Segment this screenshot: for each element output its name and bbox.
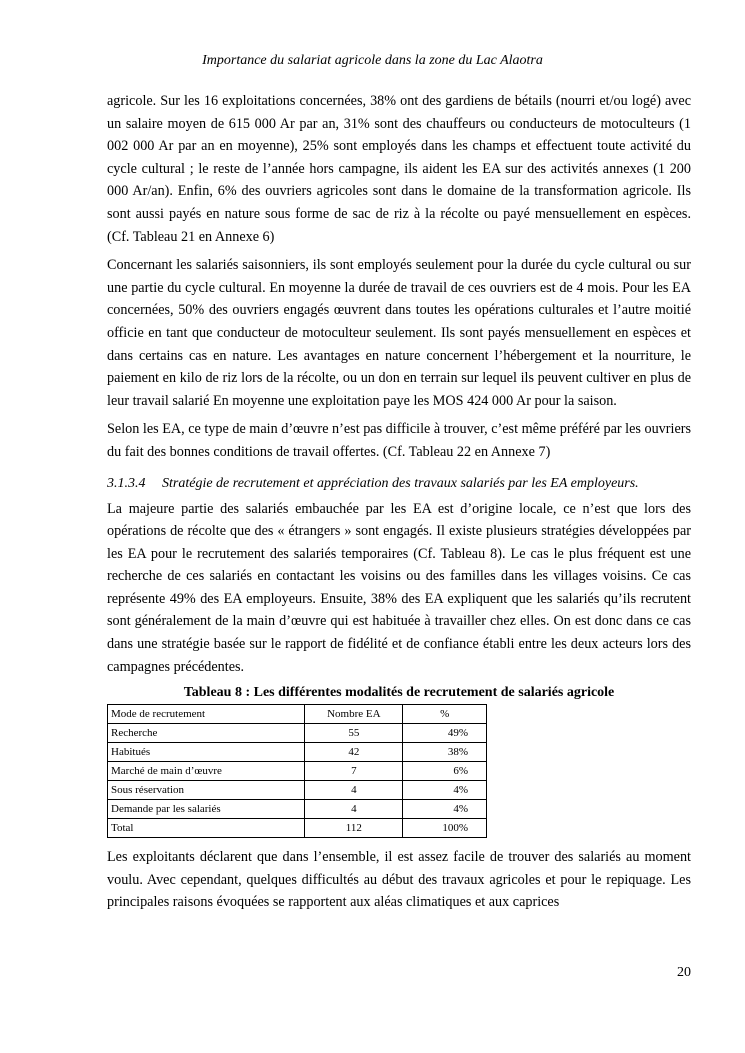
section-title: Stratégie de recrutement et appréciation des travaux salariés par les EA employeurs. [162,475,639,491]
table-row [108,724,487,743]
table-cell-mode: Marché de main d’œuvre [108,762,305,781]
table-header-cell: Mode de recrutement [108,705,305,724]
section-number: 3.1.3.4 [107,475,146,491]
table-cell-count: 4 [305,781,403,800]
table-row [108,743,487,762]
paragraph-seasonal-workers: Concernant les salariés saisonniers, ils sont employés seulement pour la durée du cycle cultural ou sur une partie du cycle cultural. En moyenne la durée de travail de ces ouvriers est de 4 mois. Pour les EA concernées, 50% des ouvriers engagés œuvrent dans toutes les opérations culturales et l’autre moitié officie en tant que conducteur de motoculteur seulement. Ils sont payés mensuellement en espèces et dans certains cas en nature. Les avantages en nature concernent l’hébergement et la nourriture, le paiement en kilo de riz lors de la récolte, ou un don en terrain sur lequel ils peuvent cultiver en plus de leur travail salarié En moyenne une exploitation paye les MOS 424 000 Ar pour la saison. [107,257,691,409]
paragraph-ease-of-hiring: Les exploitants déclarent que dans l’ensemble, il est assez facile de trouver des salariés au moment voulu. Avec cependant, quelques difficultés au début des travaux agricoles et pour le repiquage. Les principales raisons évoquées se rapportent aux aléas climatiques et aux caprices [107,849,691,911]
table-cell-percent: 6% [403,762,487,781]
table-cell-percent: 100% [403,819,487,838]
table-cell-percent: 4% [403,800,487,819]
paragraph-labour-availability: Selon les EA, ce type de main d’œuvre n’est pas difficile à trouver, c’est même préféré par les ouvriers du fait des bonnes conditions de travail offertes. (Cf. Tableau 22 en Annexe 7) [107,421,691,460]
table-cell-mode: Total [108,819,305,838]
paragraph-salaried-permanent: agricole. Sur les 16 exploitations concernées, 38% ont des gardiens de bétails (nourri et/ou logé) avec un salaire moyen de 615 000 Ar par an, 31% sont des chauffeurs ou conducteurs de motoculteurs (1 002 000 Ar par an en moyenne), 25% sont employés dans les champs et effectuent toute activité du cycle cultural ; le reste de l’année hors campagne, ils aident les EA sur des activités annexes (1 200 000 Ar/an). Enfin, 6% des ouvriers agricoles sont dans le domaine de la transformation agricole. Ils sont aussi payés en nature sous forme de sac de riz à la récolte ou payé mensuellement en espèces. (Cf. Tableau 21 en Annexe 6) [107,93,691,245]
table-cell-mode: Sous réservation [108,781,305,800]
table-cell-count: 7 [305,762,403,781]
table-row [108,781,487,800]
table-cell-percent: 38% [403,743,487,762]
recruitment-table [107,704,487,838]
table-cell-mode: Demande par les salariés [108,800,305,819]
table-cell-count: 42 [305,743,403,762]
table-row [108,762,487,781]
running-header: Importance du salariat agricole dans la zone du Lac Alaotra [202,53,543,68]
paragraph-recruitment-strategy: La majeure partie des salariés embauchée par les EA est d’origine locale, ce n’est que lors des opérations de récolte que des « étrangers » sont engagés. Il existe plusieurs stratégies développées par les EA pour le recrutement des salariés temporaires (Cf. Tableau 8). Le cas le plus fréquent est une recherche de ces salariés en contactant les voisins ou des familles dans les villages voisins. Ce cas représente 49% des EA employeurs. Ensuite, 38% des EA expliquent que les salariés qu’ils recrutent sont généralement de la main d’œuvre qui est habituée à travailler chez elles. On est donc dans ce cas dans une stratégie basée sur le rapport de fidélité et de confiance établi entre les deux acteurs lors des campagnes précédentes. [107,500,691,675]
table-cell-percent: 4% [403,781,487,800]
table-cell-mode: Recherche [108,724,305,743]
table-cell-count: 112 [305,819,403,838]
table-cell-count: 4 [305,800,403,819]
page-number: 20 [677,965,691,980]
table-cell-percent: 49% [403,724,487,743]
table-header-row [108,705,487,724]
table-cell-mode: Habitués [108,743,305,762]
table-caption: Tableau 8 : Les différentes modalités de recrutement de salariés agricole [183,685,615,701]
table-total-row [108,819,487,838]
table-row [108,800,487,819]
table-cell-count: 55 [305,724,403,743]
table-header-cell: % [403,705,487,724]
page-content [107,90,691,920]
section-heading [107,474,691,494]
table-header-cell: Nombre EA [305,705,403,724]
